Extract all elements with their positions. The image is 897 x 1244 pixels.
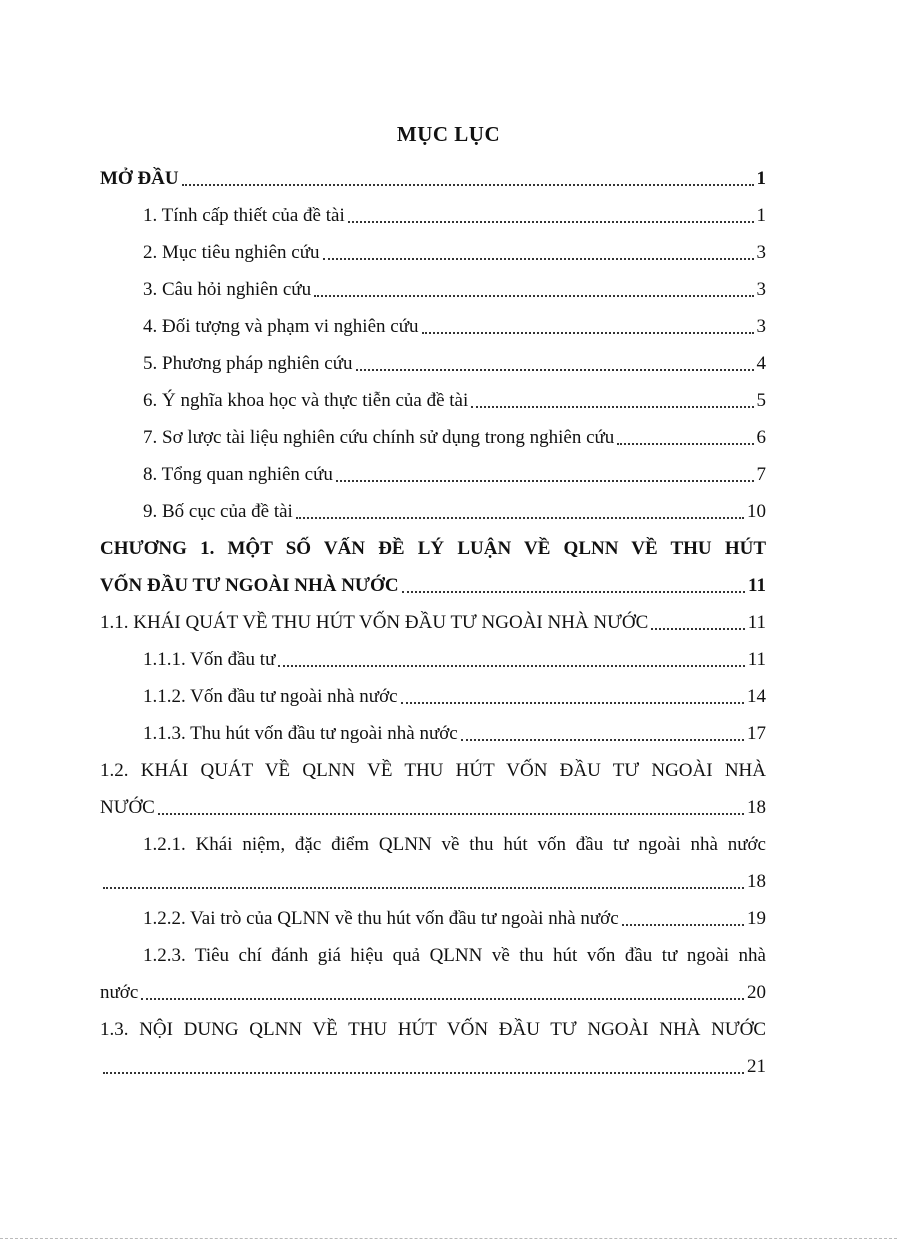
toc-page-number: 11 <box>747 649 766 670</box>
dot-leader <box>323 258 754 260</box>
toc-page-number: 11 <box>747 612 766 633</box>
toc-entry-text: 8. Tổng quan nghiên cứu <box>143 464 333 485</box>
dot-leader <box>314 295 753 297</box>
dot-leader <box>651 628 744 630</box>
toc-entry-text: 9. Bố cục của đề tài <box>143 501 293 522</box>
toc-entry-text: 6. Ý nghĩa khoa học và thực tiễn của đề tài <box>143 390 469 411</box>
toc-entry <box>100 709 766 746</box>
toc-page-number: 1 <box>756 168 766 189</box>
dot-leader <box>356 369 754 371</box>
toc-entry <box>100 376 766 413</box>
toc-entry-text: 7. Sơ lược tài liệu nghiên cứu chính sử dụng trong nghiên cứu <box>143 427 615 448</box>
toc-page-number: 3 <box>756 242 766 263</box>
toc-entry-text: 1.1.2. Vốn đầu tư ngoài nhà nước <box>143 686 398 707</box>
toc-page-number: 10 <box>747 501 766 522</box>
toc-entry <box>100 265 766 302</box>
dot-leader <box>103 1072 744 1074</box>
dot-leader <box>141 998 744 1000</box>
toc-page-number: 5 <box>756 390 766 411</box>
dot-leader <box>622 924 744 926</box>
dot-leader <box>401 702 744 704</box>
toc-page-number: 7 <box>756 464 766 485</box>
toc-page-number: 18 <box>747 871 766 892</box>
toc-entry <box>100 672 766 709</box>
toc-entry <box>100 339 766 376</box>
toc-page-number: 11 <box>748 575 766 596</box>
toc-entry-text: NƯỚC <box>100 797 155 818</box>
toc-page-number: 20 <box>747 982 766 1003</box>
toc-entry <box>100 598 766 635</box>
dot-leader <box>296 517 744 519</box>
toc-entry-text: 4. Đối tượng và phạm vi nghiên cứu <box>143 316 419 337</box>
toc-entry-line: 1.2.1. Khái niệm, đặc điểm QLNN về thu hút vốn đầu tư ngoài nhà nước <box>143 834 766 855</box>
toc-entry-text: 5. Phương pháp nghiên cứu <box>143 353 353 374</box>
toc-entry-text: 1.1. KHÁI QUÁT VỀ THU HÚT VỐN ĐẦU TƯ NGOÀI NHÀ NƯỚC <box>100 612 649 633</box>
toc-entry-text: MỞ ĐẦU <box>100 168 179 189</box>
toc-entry-text: 1.1.3. Thu hút vốn đầu tư ngoài nhà nước <box>143 723 458 744</box>
toc-entry-text: 1. Tính cấp thiết của đề tài <box>143 205 345 226</box>
toc-page-number: 17 <box>747 723 766 744</box>
toc-entry-text: 3. Câu hỏi nghiên cứu <box>143 279 312 300</box>
dot-leader <box>103 887 744 889</box>
dot-leader <box>348 221 754 223</box>
toc-entry <box>100 228 766 265</box>
toc-entry <box>100 857 766 894</box>
dot-leader <box>336 480 754 482</box>
toc-page-number: 14 <box>747 686 766 707</box>
toc-entry-line: 1.2. KHÁI QUÁT VỀ QLNN VỀ THU HÚT VỐN ĐẦU TƯ NGOÀI NHÀ <box>100 760 766 781</box>
toc-page-number: 6 <box>756 427 766 448</box>
dot-leader <box>617 443 753 445</box>
toc-entry <box>100 413 766 450</box>
toc-entry-text: 1.2.2. Vai trò của QLNN về thu hút vốn đầu tư ngoài nhà nước <box>143 908 619 929</box>
toc-entry <box>100 635 766 672</box>
toc-entry <box>100 191 766 228</box>
toc-page-number: 4 <box>756 353 766 374</box>
toc-page-number: 21 <box>747 1056 766 1077</box>
toc-entry <box>100 487 766 524</box>
toc-entry-text: 1.1.1. Vốn đầu tư <box>143 649 276 670</box>
toc-entry-text: 2. Mục tiêu nghiên cứu <box>143 242 320 263</box>
toc-entry-text: VỐN ĐẦU TƯ NGOÀI NHÀ NƯỚC <box>100 575 399 596</box>
dot-leader <box>471 406 753 408</box>
dot-leader <box>402 591 746 593</box>
toc-entry-line: 1.3. NỘI DUNG QLNN VỀ THU HÚT VỐN ĐẦU TƯ NGOÀI NHÀ NƯỚC <box>100 1019 766 1040</box>
toc-entry <box>100 783 766 820</box>
toc-entry <box>100 968 766 1005</box>
dot-leader <box>182 184 754 186</box>
dot-leader <box>422 332 754 334</box>
table-of-contents <box>100 154 766 1079</box>
toc-entry-text: nước <box>100 982 139 1003</box>
toc-entry-line: 1.2.3. Tiêu chí đánh giá hiệu quả QLNN về thu hút vốn đầu tư ngoài nhà <box>143 945 766 966</box>
toc-entry <box>100 154 766 191</box>
toc-page-number: 19 <box>747 908 766 929</box>
page-title: MỤC LỤC <box>396 122 501 146</box>
toc-page-number: 1 <box>756 205 766 226</box>
toc-page-number: 18 <box>747 797 766 818</box>
toc-entry <box>100 450 766 487</box>
toc-entry <box>100 561 766 598</box>
toc-page-number: 3 <box>756 279 766 300</box>
page-bottom-divider <box>0 1238 897 1239</box>
toc-entry-line: CHƯƠNG 1. MỘT SỐ VẤN ĐỀ LÝ LUẬN VỀ QLNN VỀ THU HÚT <box>100 538 766 559</box>
dot-leader <box>461 739 744 741</box>
toc-entry <box>100 894 766 931</box>
dot-leader <box>158 813 744 815</box>
toc-entry <box>100 1042 766 1079</box>
toc-page-number: 3 <box>756 316 766 337</box>
toc-entry <box>100 302 766 339</box>
dot-leader <box>278 665 744 667</box>
